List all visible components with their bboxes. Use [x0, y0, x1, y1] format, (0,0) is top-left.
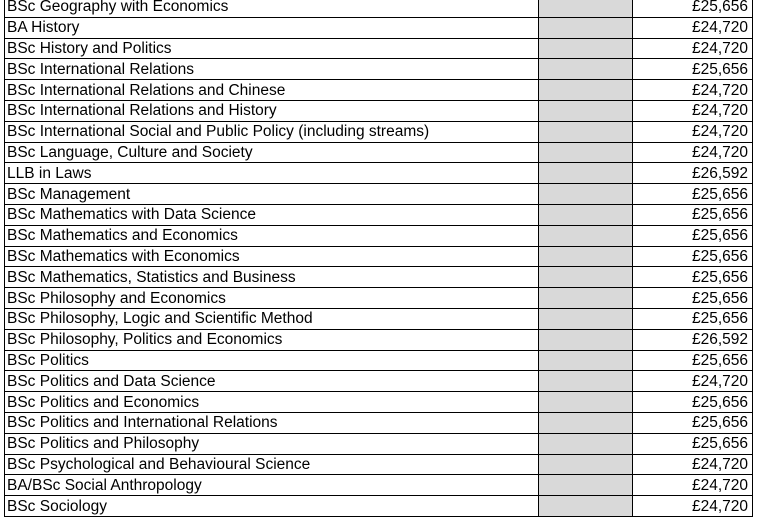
- table-row: [5, 350, 753, 371]
- programme-name-cell: BSc Management: [5, 184, 539, 205]
- programme-name-cell: BSc International Relations: [5, 59, 539, 80]
- fee-cell: £24,720: [633, 38, 753, 59]
- shaded-blank-cell: [539, 59, 633, 80]
- shaded-blank-cell: [539, 288, 633, 309]
- fee-cell: £25,656: [633, 308, 753, 329]
- table-row: [5, 246, 753, 267]
- table-row: [5, 0, 753, 17]
- programme-name-cell: BSc Politics and Data Science: [5, 371, 539, 392]
- shaded-blank-cell: [539, 371, 633, 392]
- fee-cell: £26,592: [633, 329, 753, 350]
- fee-cell: £25,656: [633, 204, 753, 225]
- fee-cell: £25,656: [633, 225, 753, 246]
- shaded-blank-cell: [539, 0, 633, 17]
- fee-cell: £24,720: [633, 121, 753, 142]
- shaded-blank-cell: [539, 225, 633, 246]
- fee-cell: £25,656: [633, 433, 753, 454]
- fee-cell: £24,720: [633, 496, 753, 517]
- shaded-blank-cell: [539, 163, 633, 184]
- table-row: [5, 80, 753, 101]
- programme-name-cell: BSc Mathematics with Data Science: [5, 204, 539, 225]
- table-row: [5, 496, 753, 517]
- shaded-blank-cell: [539, 433, 633, 454]
- shaded-blank-cell: [539, 80, 633, 101]
- table-row: [5, 163, 753, 184]
- shaded-blank-cell: [539, 17, 633, 38]
- fee-cell: £24,720: [633, 371, 753, 392]
- programme-name-cell: BSc Politics and Economics: [5, 392, 539, 413]
- programme-name-cell: LLB in Laws: [5, 163, 539, 184]
- shaded-blank-cell: [539, 350, 633, 371]
- fee-cell: £25,656: [633, 184, 753, 205]
- programme-name-cell: BSc International Social and Public Policy (including streams): [5, 121, 539, 142]
- programme-name-cell: BA History: [5, 17, 539, 38]
- programme-name-cell: BA/BSc Social Anthropology: [5, 475, 539, 496]
- shaded-blank-cell: [539, 246, 633, 267]
- fee-cell: £24,720: [633, 17, 753, 38]
- table-row: [5, 475, 753, 496]
- shaded-blank-cell: [539, 329, 633, 350]
- fee-cell: £25,656: [633, 267, 753, 288]
- programme-name-cell: BSc Psychological and Behavioural Science: [5, 454, 539, 475]
- programme-name-cell: BSc Politics: [5, 350, 539, 371]
- fee-table-body: [5, 0, 753, 516]
- shaded-blank-cell: [539, 204, 633, 225]
- fee-cell: £24,720: [633, 142, 753, 163]
- table-row: [5, 100, 753, 121]
- table-row: [5, 412, 753, 433]
- shaded-blank-cell: [539, 496, 633, 517]
- shaded-blank-cell: [539, 267, 633, 288]
- table-row: [5, 225, 753, 246]
- table-row: [5, 38, 753, 59]
- fee-cell: £25,656: [633, 412, 753, 433]
- fee-cell: £25,656: [633, 288, 753, 309]
- programme-name-cell: BSc Mathematics with Economics: [5, 246, 539, 267]
- table-row: [5, 329, 753, 350]
- fee-table: [4, 0, 753, 517]
- fee-cell: £25,656: [633, 59, 753, 80]
- table-row: [5, 142, 753, 163]
- shaded-blank-cell: [539, 38, 633, 59]
- shaded-blank-cell: [539, 392, 633, 413]
- programme-name-cell: BSc Politics and International Relations: [5, 412, 539, 433]
- shaded-blank-cell: [539, 142, 633, 163]
- table-row: [5, 267, 753, 288]
- programme-name-cell: BSc Sociology: [5, 496, 539, 517]
- programme-name-cell: BSc Language, Culture and Society: [5, 142, 539, 163]
- table-row: [5, 184, 753, 205]
- shaded-blank-cell: [539, 454, 633, 475]
- shaded-blank-cell: [539, 475, 633, 496]
- table-row: [5, 59, 753, 80]
- shaded-blank-cell: [539, 412, 633, 433]
- shaded-blank-cell: [539, 100, 633, 121]
- programme-name-cell: BSc International Relations and Chinese: [5, 80, 539, 101]
- fee-cell: £24,720: [633, 80, 753, 101]
- fee-cell: £25,656: [633, 246, 753, 267]
- programme-name-cell: BSc Philosophy, Politics and Economics: [5, 329, 539, 350]
- programme-name-cell: BSc International Relations and History: [5, 100, 539, 121]
- shaded-blank-cell: [539, 121, 633, 142]
- table-row: [5, 454, 753, 475]
- shaded-blank-cell: [539, 184, 633, 205]
- programme-name-cell: BSc History and Politics: [5, 38, 539, 59]
- table-row: [5, 371, 753, 392]
- fee-cell: £25,656: [633, 0, 753, 17]
- shaded-blank-cell: [539, 308, 633, 329]
- fee-cell: £26,592: [633, 163, 753, 184]
- table-row: [5, 308, 753, 329]
- fee-cell: £24,720: [633, 454, 753, 475]
- table-row: [5, 433, 753, 454]
- programme-name-cell: BSc Geography with Economics: [5, 0, 539, 17]
- table-row: [5, 288, 753, 309]
- fee-cell: £25,656: [633, 392, 753, 413]
- programme-name-cell: BSc Mathematics, Statistics and Business: [5, 267, 539, 288]
- programme-name-cell: BSc Politics and Philosophy: [5, 433, 539, 454]
- table-row: [5, 121, 753, 142]
- table-row: [5, 17, 753, 38]
- table-row: [5, 392, 753, 413]
- programme-name-cell: BSc Philosophy, Logic and Scientific Method: [5, 308, 539, 329]
- fee-cell: £25,656: [633, 350, 753, 371]
- fee-cell: £24,720: [633, 475, 753, 496]
- table-row: [5, 204, 753, 225]
- programme-name-cell: BSc Philosophy and Economics: [5, 288, 539, 309]
- programme-name-cell: BSc Mathematics and Economics: [5, 225, 539, 246]
- fee-cell: £24,720: [633, 100, 753, 121]
